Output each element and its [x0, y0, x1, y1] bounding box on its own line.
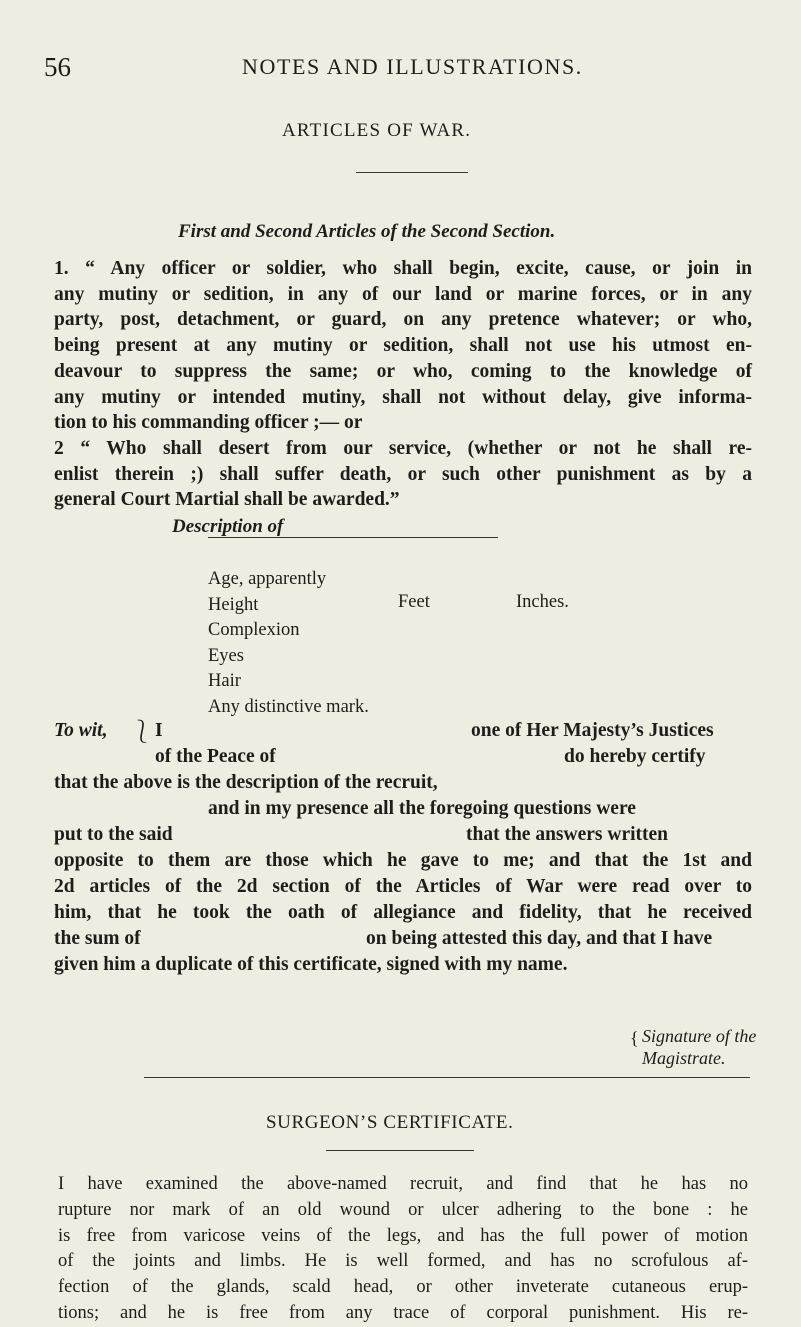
article-line: enlist therein ;) shall suffer death, or such other punishment as by a: [54, 463, 752, 485]
surgeon-paragraph: [58, 1172, 748, 1327]
cert-peace: of the Peace of: [155, 746, 276, 767]
surgeon-line: of the joints and limbs. He is well formed, and has no scrofulous af-: [58, 1251, 748, 1272]
cert-line: given him a duplicate of this certificate, signed with my name.: [54, 954, 568, 975]
cert-i: I: [155, 720, 163, 741]
article-line: any mutiny or sedition, in any of our land or marine forces, or in any: [54, 283, 752, 305]
signature-line: Magistrate.: [642, 1048, 726, 1068]
brace-glyph: ⎱: [131, 719, 154, 744]
articles-title: ARTICLES OF WAR.: [282, 120, 472, 141]
surgeon-line: is free from varicose veins of the legs, and has the full power of motion: [58, 1225, 748, 1246]
feet-label: Feet: [398, 592, 430, 612]
cert-line: put to the said: [54, 824, 173, 845]
surgeon-line: I have examined the above-named recruit, and find that he has no: [58, 1174, 748, 1194]
article-line: 2 “ Who shall desert from our service, (whether or not he shall re-: [54, 437, 752, 459]
section-rule: [144, 1077, 750, 1078]
article-line: tion to his commanding officer ;— or: [54, 412, 363, 434]
cert-line: that the answers written: [466, 824, 669, 845]
article-line: party, post, detachment, or guard, on any pretence whatever; or who,: [54, 309, 752, 331]
signature-brace: {: [630, 1028, 639, 1048]
description-item-age: Age, apparently: [208, 569, 327, 589]
article-line: any mutiny or intended mutiny, shall not without delay, give informa-: [54, 386, 752, 408]
inches-label: Inches.: [516, 592, 569, 612]
surgeon-line: tions; and he is free from any trace of corporal punishment. His re-: [58, 1302, 748, 1323]
description-item-height: Height: [208, 594, 259, 615]
section-subtitle: First and Second Articles of the Second Section.: [178, 221, 556, 242]
cert-line: opposite to them are those which he gave to me; and that the 1st and: [54, 850, 752, 871]
surgeon-rule: [326, 1150, 474, 1151]
description-item-complexion: Complexion: [208, 620, 300, 640]
cert-line: that the above is the description of the recruit,: [54, 772, 438, 793]
cert-line: 2d articles of the 2d section of the Articles of War were read over to: [54, 876, 752, 897]
article-line: being present at any mutiny or sedition, shall not use his utmost en-: [54, 335, 752, 357]
article-line: general Court Martial shall be awarded.”: [54, 489, 400, 511]
cert-line: him, that he took the oath of allegiance and fidelity, that he received: [54, 902, 752, 923]
cert-line: and in my presence all the foregoing questions were: [208, 798, 636, 819]
article-line: 1. “ Any officer or soldier, who shall begin, excite, cause, or join in: [54, 258, 752, 279]
surgeon-line: rupture nor mark of an old wound or ulcer adhering to the bone : he: [58, 1199, 748, 1220]
to-wit-label: To wit,: [54, 720, 108, 741]
page-number: 56: [44, 52, 71, 82]
description-title: Description of: [172, 516, 284, 537]
description-rule: [208, 537, 498, 538]
surgeon-line: fection of the glands, scald head, or other inveterate cutaneous erup-: [58, 1277, 748, 1298]
running-title: NOTES AND ILLUSTRATIONS.: [242, 54, 583, 79]
signature-line: Signature of the: [642, 1026, 757, 1046]
article-line: deavour to suppress the same; or who, coming to the knowledge of: [54, 360, 752, 382]
signature-block: [642, 1025, 756, 1069]
articles-paragraph: [54, 256, 752, 513]
cert-line: on being attested this day, and that I have: [366, 928, 713, 949]
cert-certify: do hereby certify: [564, 746, 706, 767]
surgeon-certificate-title: SURGEON’S CERTIFICATE.: [266, 1112, 514, 1133]
description-item-hair: Hair: [208, 671, 241, 691]
cert-line: the sum of: [54, 928, 141, 949]
cert-justices: one of Her Majesty’s Justices: [471, 720, 714, 741]
description-item-eyes: Eyes: [208, 645, 244, 666]
description-list: [208, 567, 369, 720]
divider-rule: [356, 172, 468, 173]
description-item-mark: Any distinctive mark.: [208, 696, 369, 717]
